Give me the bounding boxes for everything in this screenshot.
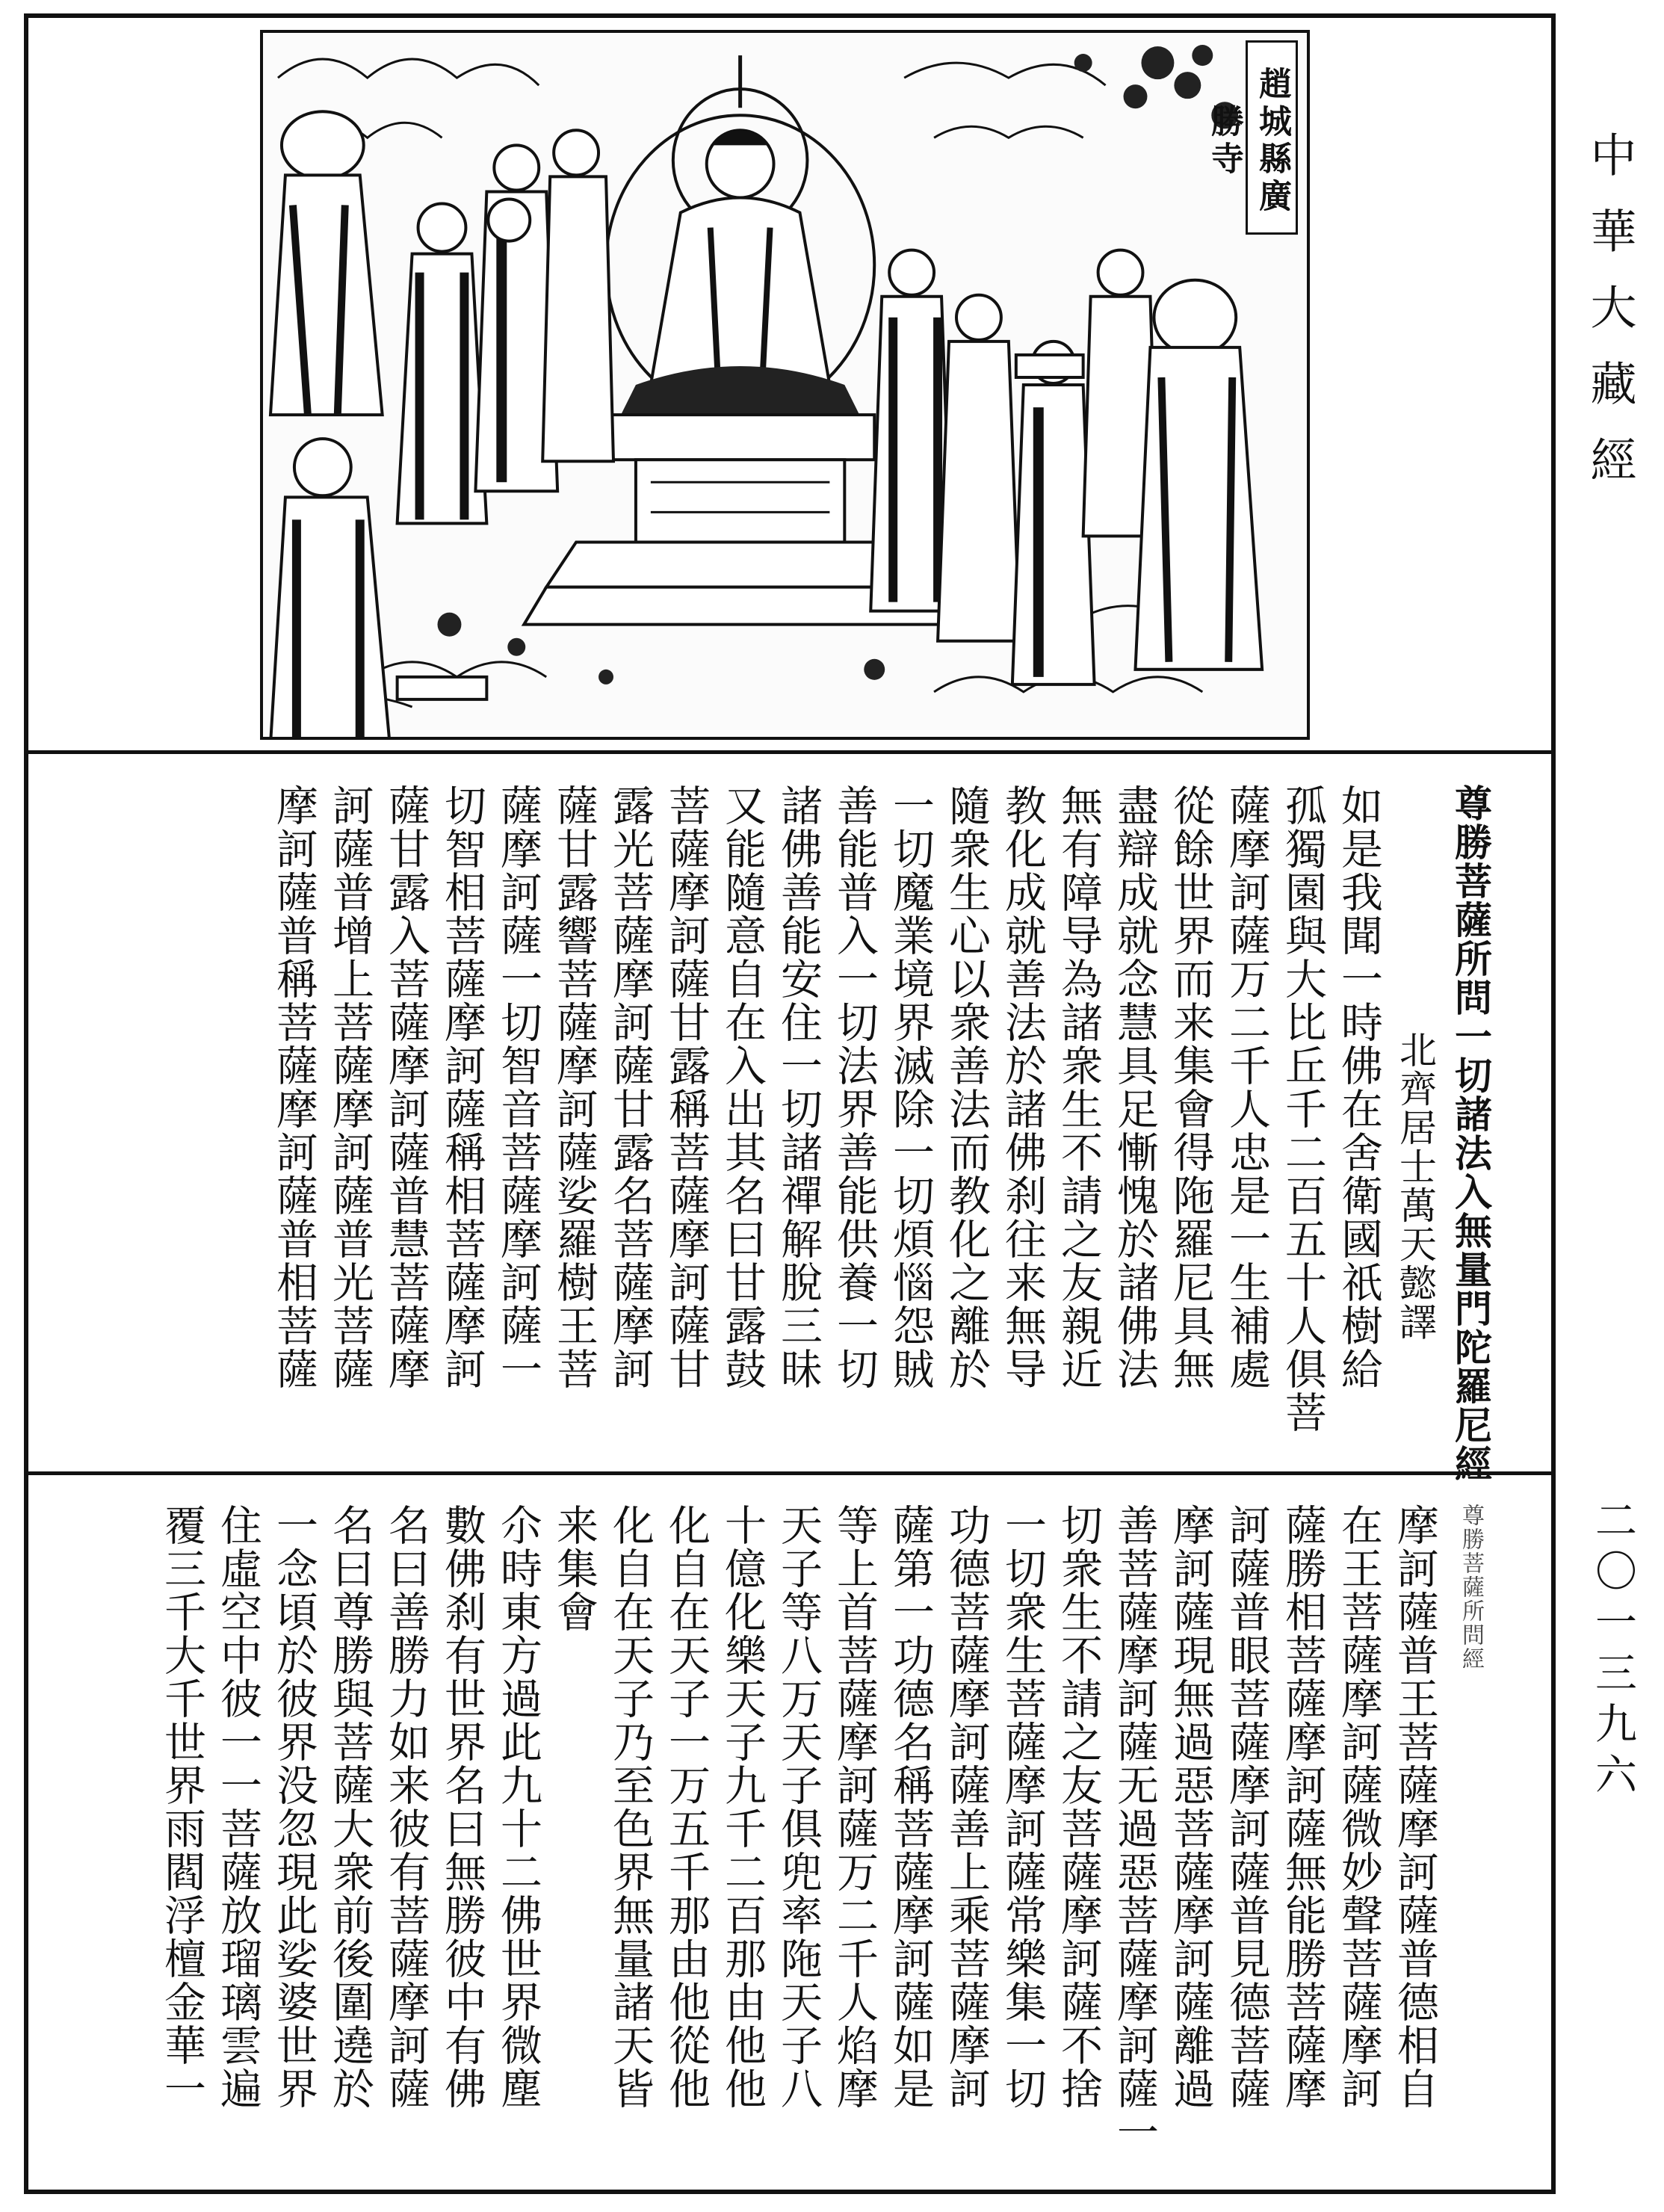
- bottom-text-panel: [28, 1475, 1551, 2190]
- margin-note: 尊勝菩薩所問經: [1458, 1504, 1484, 1671]
- text-column: 薩勝相菩薩摩訶薩無能勝菩薩摩: [1278, 1504, 1327, 2110]
- text-column: 尒時東方過此九十二佛世界微塵: [494, 1504, 542, 2110]
- page-number: 二〇一三九六: [1589, 1498, 1637, 1803]
- text-column: 来集會: [550, 1504, 599, 1634]
- text-column: 數佛刹有世界名曰無勝彼中有佛: [438, 1504, 486, 2110]
- buddha-assembly-picture: [263, 33, 1307, 737]
- text-column: 化自在天子乃至色界無量諸天皆: [606, 1504, 655, 2110]
- text-column: 訶薩普眼菩薩摩訶薩普見德菩薩: [1222, 1504, 1271, 2110]
- temple-inscription-cartouche: 趙城縣廣勝寺: [1246, 40, 1298, 235]
- text-column: 無有障导為諸衆生不請之友親近: [1054, 784, 1103, 1391]
- text-column: 摩訶薩普王菩薩摩訶薩普德相自: [1391, 1504, 1439, 2110]
- text-column: 一念頃於彼界没忽現此娑婆世界: [270, 1504, 318, 2110]
- woodblock-illustration: [260, 30, 1310, 740]
- text-column: 一切衆生菩薩摩訶薩常樂集一切: [998, 1504, 1047, 2110]
- text-column: 從餘世界而来集會得陁羅尼具無: [1166, 784, 1215, 1391]
- sutra-title: 尊勝菩薩所問一切諸法入無量門陀羅尼經: [1449, 784, 1493, 1483]
- text-column: 盡辯成就念慧具足慚愧於諸佛法: [1110, 784, 1159, 1391]
- text-column: 十億化樂天子九千二百那由他他: [718, 1504, 767, 2110]
- text-column: 教化成就善法於諸佛刹往来無导: [998, 784, 1047, 1391]
- text-column: 名曰尊勝與菩薩大衆前後圍遶於: [326, 1504, 374, 2110]
- text-column: 訶薩普增上菩薩摩訶薩普光菩薩: [326, 784, 374, 1391]
- text-column: 天子等八万天子俱兜率陁天子八: [774, 1504, 823, 2110]
- text-column: 薩摩訶薩万二千人忠是一生補處: [1222, 784, 1271, 1391]
- text-column: 善能普入一切法界善能供養一切: [830, 784, 879, 1391]
- illustration-panel: [28, 18, 1551, 754]
- text-column: 化自在天子一万五千那由他從他: [662, 1504, 711, 2110]
- page-frame: [24, 13, 1556, 2194]
- text-column: 覆三千大千世界雨閻浮檀金華一: [158, 1504, 206, 2110]
- text-column: 薩甘露響菩薩摩訶薩娑羅樹王菩: [550, 784, 599, 1391]
- series-title: 中華大藏經: [1583, 131, 1637, 512]
- text-column: 等上首菩薩摩訶薩万二千人焰摩: [830, 1504, 879, 2110]
- text-column: 切衆生不請之友菩薩摩訶薩不捨: [1054, 1504, 1103, 2110]
- text-column: 功德菩薩摩訶薩善上乘菩薩摩訶: [942, 1504, 991, 2110]
- middle-text-block: [266, 784, 1499, 1483]
- text-column: 孤獨園與大比丘千二百五十人俱菩: [1278, 784, 1327, 1434]
- text-column: 在王菩薩摩訶薩微妙聲菩薩摩訶: [1334, 1504, 1383, 2110]
- text-column: 住虛空中彼一一菩薩放瑠璃雲遍: [214, 1504, 262, 2110]
- text-column: 一切魔業境界滅除一切煩惱怨賊: [886, 784, 935, 1391]
- text-column: 摩訶薩普稱菩薩摩訶薩普相菩薩: [270, 784, 318, 1391]
- text-column: 又能隨意自在入出其名曰甘露鼓: [718, 784, 767, 1391]
- text-column: 如是我聞一時佛在舍衛國祇樹給: [1334, 784, 1383, 1391]
- text-column: 薩摩訶薩一切智音菩薩摩訶薩一: [494, 784, 542, 1391]
- text-column: 善菩薩摩訶薩无過惡菩薩摩訶薩一: [1110, 1504, 1159, 2154]
- text-column: 諸佛善能安住一切諸禪解脫三昧: [774, 784, 823, 1391]
- text-column: 名曰善勝力如来彼有菩薩摩訶薩: [382, 1504, 430, 2110]
- text-column: 摩訶薩現無過惡菩薩摩訶薩離過: [1166, 1504, 1215, 2110]
- text-column: 露光菩薩摩訶薩甘露名菩薩摩訶: [606, 784, 655, 1391]
- middle-text-panel: [28, 754, 1551, 1483]
- text-column: 薩甘露入菩薩摩訶薩普慧菩薩摩: [382, 784, 430, 1391]
- translator-line: 北齊居士萬天懿譯: [1394, 1031, 1437, 1341]
- text-column: 薩第一功德名稱菩薩摩訶薩如是: [886, 1504, 935, 2110]
- text-column: 切智相菩薩摩訶薩稱相菩薩摩訶: [438, 784, 486, 1391]
- text-column: 菩薩摩訶薩甘露稱菩薩摩訶薩甘: [662, 784, 711, 1391]
- text-column: 隨衆生心以衆善法而教化之離於: [942, 784, 991, 1391]
- bottom-text-block: [154, 1504, 1499, 2176]
